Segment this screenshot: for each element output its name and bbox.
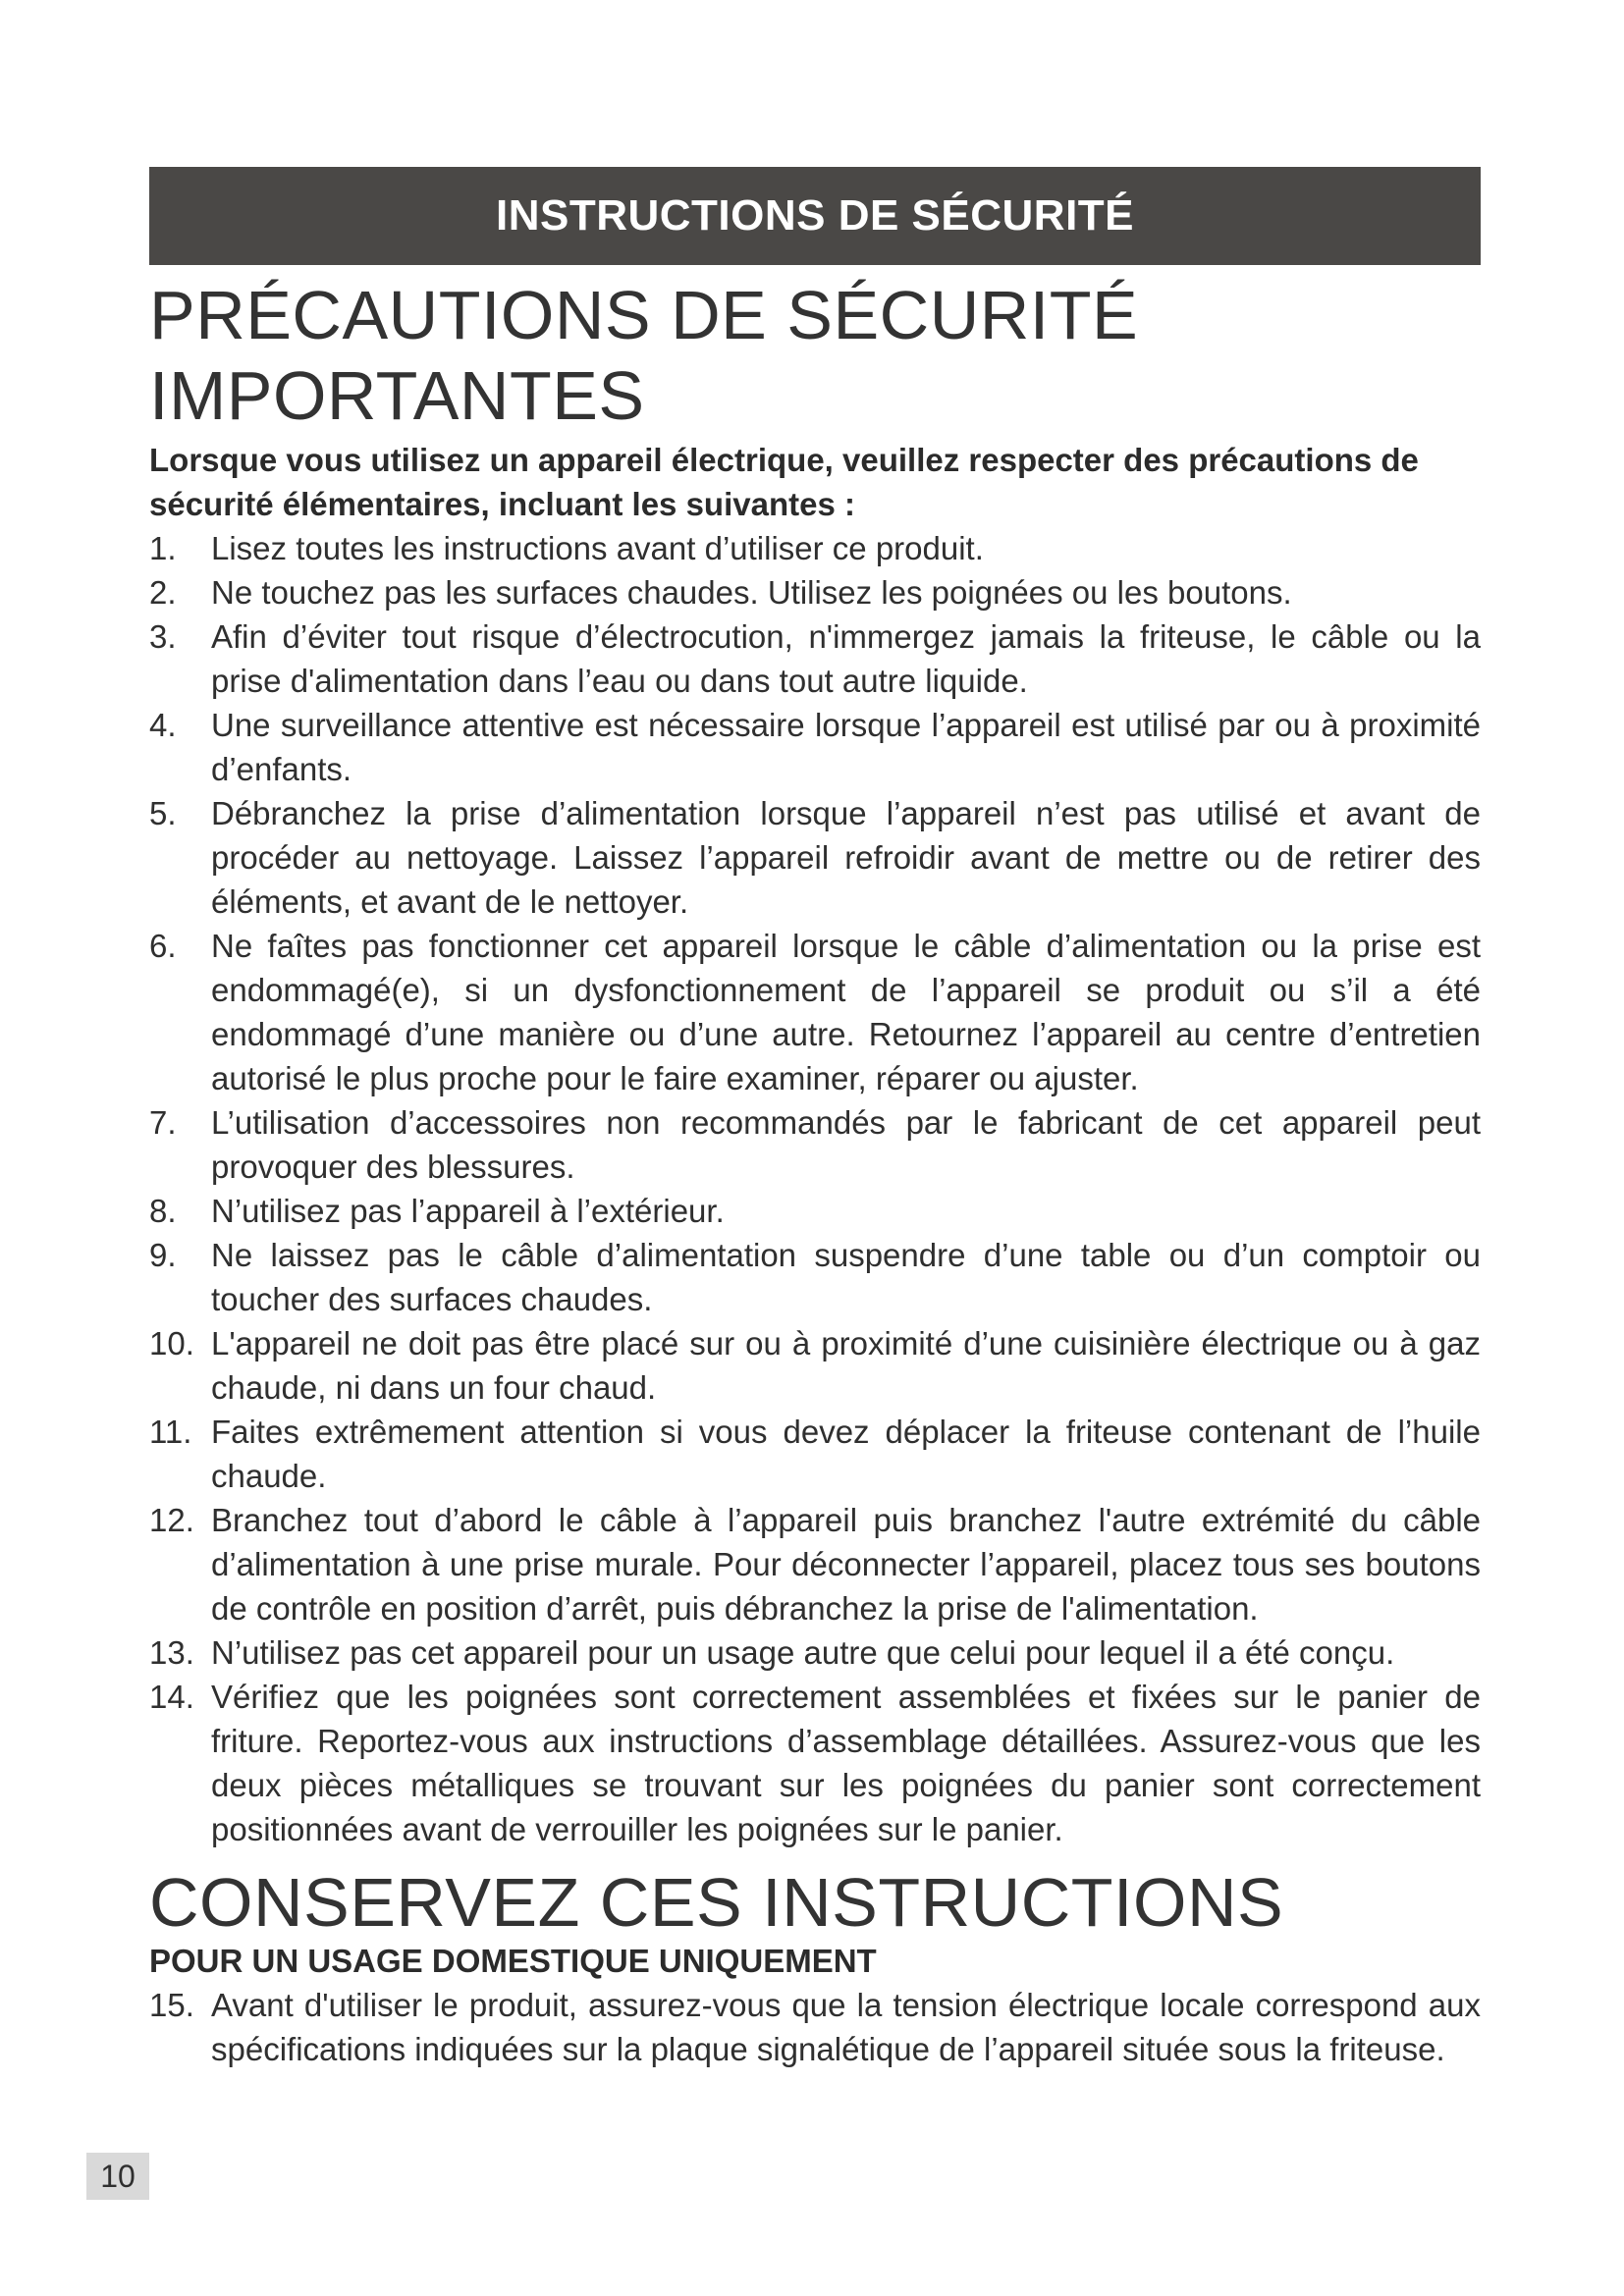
item-number: 8. <box>149 1193 177 1229</box>
conserve-title: CONSERVEZ CES INSTRUCTIONS <box>149 1864 1284 1941</box>
list-item <box>149 703 1481 791</box>
item-number: 12. <box>149 1502 194 1538</box>
item-text: Branchez tout d’abord le câble à l’appareil puis branchez l'autre extrémité du câble d’alimentation à une prise murale. Pour déconnecter l’appareil, placez tous ses boutons de contrôle en position d’arrêt, puis débranchez la prise de l'alimentation. <box>211 1502 1481 1627</box>
item-number: 9. <box>149 1237 177 1273</box>
list-item <box>149 570 1481 614</box>
item-text: Vérifiez que les poignées sont correctement assemblées et fixées sur le panier de friture. Reportez-vous aux instructions d’assemblage détaillées. Assurez-vous que les deux pièces métalliques se trouvant sur les poignées du panier sont correctement positionnées avant de verrouiller les poignées sur le panier. <box>211 1679 1481 1847</box>
document-page <box>149 167 1481 2071</box>
list-item <box>149 791 1481 924</box>
item-number: 15. <box>149 1987 194 2023</box>
list-item <box>149 1100 1481 1189</box>
main-title-line-1: PRÉCAUTIONS DE SÉCURITÉ <box>149 277 1139 353</box>
main-title-line-2: IMPORTANTES <box>149 357 645 434</box>
item-number: 4. <box>149 707 177 743</box>
list-item <box>149 1983 1481 2071</box>
item-text: Avant d'utiliser le produit, assurez-vous que la tension électrique locale correspond aux spécifications indiquées sur la plaque signalétique de l’appareil située sous la friteuse. <box>211 1987 1481 2067</box>
item-text: Lisez toutes les instructions avant d’utiliser ce produit. <box>211 530 984 566</box>
item-text: Afin d’éviter tout risque d’électrocution, n'immergez jamais la friteuse, le câble ou la prise d'alimentation dans l’eau ou dans tout autre liquide. <box>211 618 1481 699</box>
item-text: N’utilisez pas cet appareil pour un usage autre que celui pour lequel il a été conçu. <box>211 1634 1395 1671</box>
item-text: Faites extrêmement attention si vous devez déplacer la friteuse contenant de l’huile chaude. <box>211 1414 1481 1494</box>
list-item <box>149 614 1481 703</box>
list-item <box>149 1189 1481 1233</box>
item-text: Débranchez la prise d’alimentation lorsque l’appareil n’est pas utilisé et avant de procéder au nettoyage. Laissez l’appareil refroidir avant de mettre ou de retirer des éléments, et avant de le nettoyer. <box>211 795 1481 920</box>
item-number: 6. <box>149 928 177 964</box>
item-text: Ne laissez pas le câble d’alimentation suspendre d’une table ou d’un comptoir ou toucher des surfaces chaudes. <box>211 1237 1481 1317</box>
intro-paragraph: Lorsque vous utilisez un appareil électrique, veuillez respecter des précautions de sécurité élémentaires, incluant les suivantes : <box>149 442 1419 522</box>
item-number: 13. <box>149 1634 194 1671</box>
item-number: 10. <box>149 1325 194 1362</box>
item-text: Ne touchez pas les surfaces chaudes. Utilisez les poignées ou les boutons. <box>211 574 1292 611</box>
domestic-use-label: POUR UN USAGE DOMESTIQUE UNIQUEMENT <box>149 1943 877 1979</box>
final-list <box>149 1983 1481 2071</box>
item-number: 11. <box>149 1414 192 1450</box>
item-text: L’utilisation d’accessoires non recommandés par le fabricant de cet appareil peut provoquer des blessures. <box>211 1104 1481 1185</box>
list-item <box>149 1675 1481 1851</box>
list-item <box>149 924 1481 1100</box>
list-item <box>149 1498 1481 1630</box>
main-title <box>149 275 1481 436</box>
item-number: 1. <box>149 530 177 566</box>
safety-list <box>149 526 1481 1851</box>
item-text: Une surveillance attentive est nécessaire lorsque l’appareil est utilisé par ou à proximité d’enfants. <box>211 707 1481 787</box>
item-text: L'appareil ne doit pas être placé sur ou à proximité d’une cuisinière électrique ou à gaz chaude, ni dans un four chaud. <box>211 1325 1481 1406</box>
list-item <box>149 1630 1481 1675</box>
item-number: 7. <box>149 1104 177 1141</box>
item-text: N’utilisez pas l’appareil à l’extérieur. <box>211 1193 725 1229</box>
item-number: 2. <box>149 574 177 611</box>
item-number: 14. <box>149 1679 194 1715</box>
item-text: Ne faîtes pas fonctionner cet appareil lorsque le câble d’alimentation ou la prise est endommagé(e), si un dysfonctionnement de l’appareil se produit ou s’il a été endommagé d’une manière ou d’une autre. Retournez l’appareil au centre d’entretien autorisé le plus proche pour le faire examiner, réparer ou ajuster. <box>211 928 1481 1096</box>
page-number: 10 <box>86 2153 149 2200</box>
list-item <box>149 526 1481 570</box>
list-item <box>149 1233 1481 1321</box>
list-item <box>149 1410 1481 1498</box>
list-item <box>149 1321 1481 1410</box>
section-header-bar <box>149 167 1481 265</box>
item-number: 5. <box>149 795 177 831</box>
section-header-label: INSTRUCTIONS DE SÉCURITÉ <box>495 191 1135 240</box>
item-number: 3. <box>149 618 177 655</box>
